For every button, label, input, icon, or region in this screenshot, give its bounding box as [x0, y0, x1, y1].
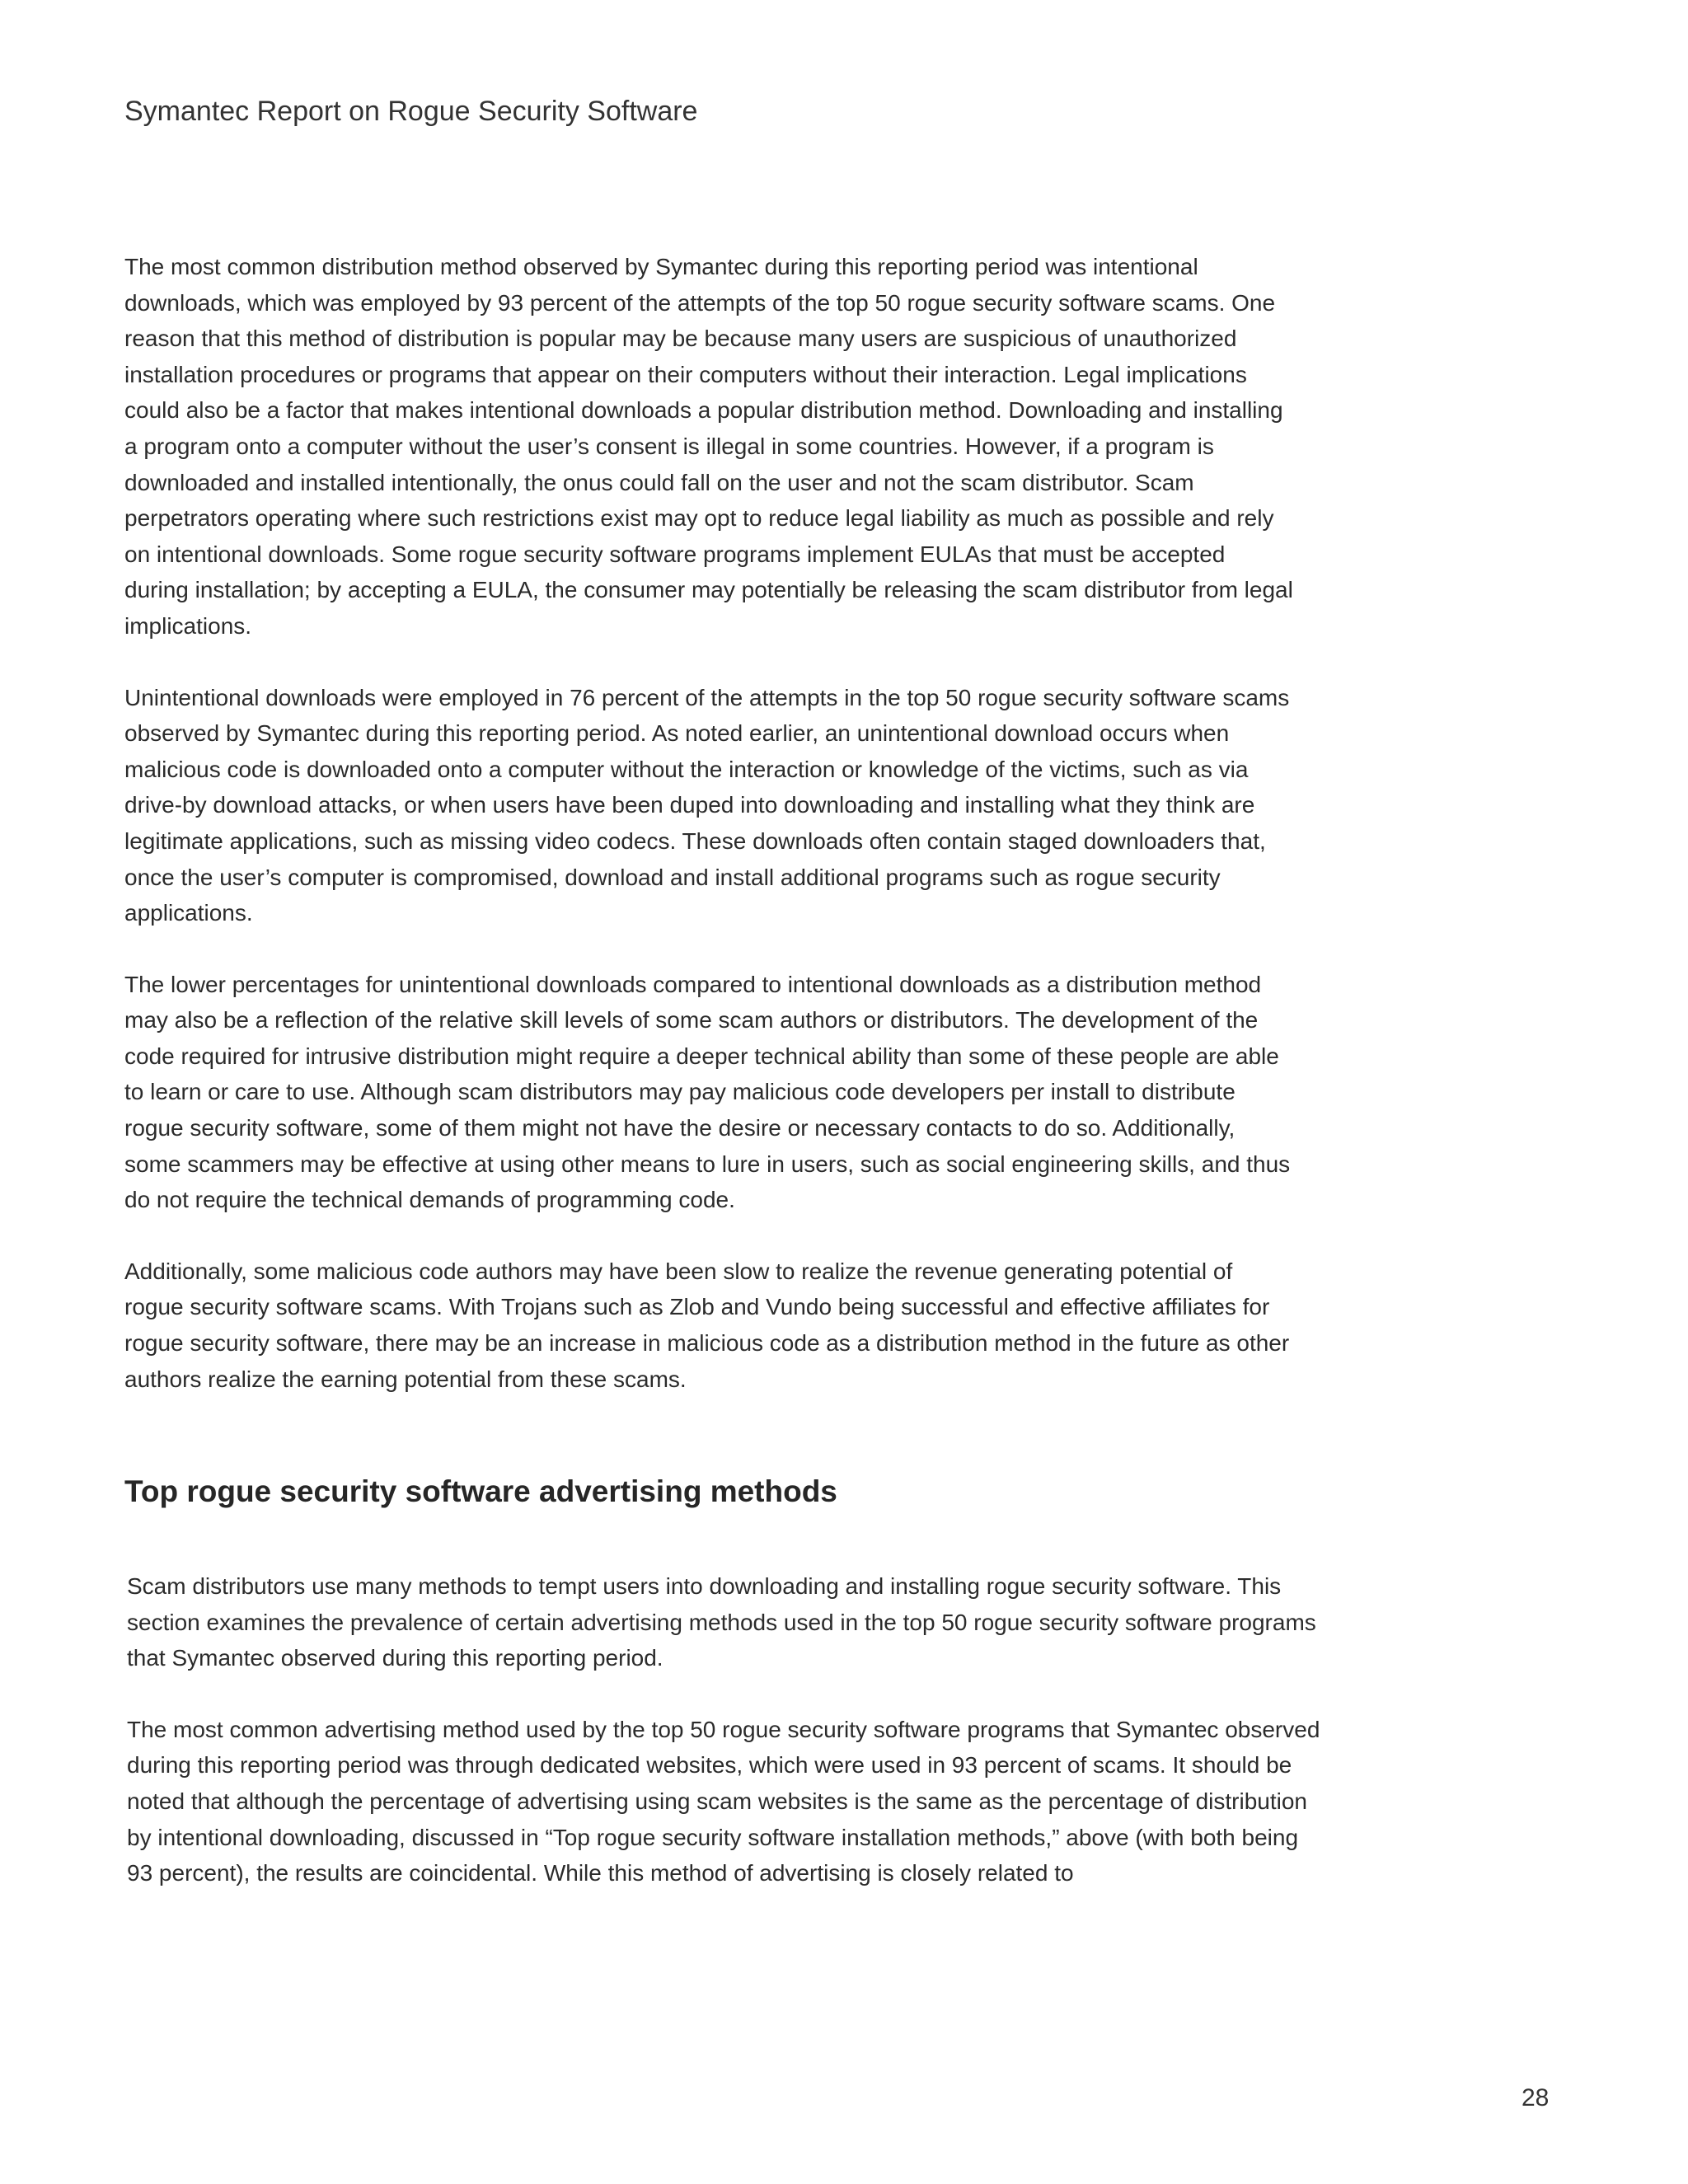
paragraph-advertising-intro: Scam distributors use many methods to tempt users into downloading and installing rogue security software. This section examines the prevalence of certain advertising methods used in the top 50 rogue security software programs that Symantec observed during this reporting period. [127, 1573, 1316, 1671]
paragraph-malicious-code-authors: Additionally, some malicious code authors may have been slow to realize the revenue generating potential of rogue security software scams. With Trojans such as Zlob and Vundo being successful and effective affiliates for rogue security software, there may be an increase in malicious code as a distribution method in the future as other authors realize the earning potential from these scams. [124, 1258, 1290, 1392]
paragraph-intentional-downloads: The most common distribution method observed by Symantec during this reporting period was intentional downloads, which was employed by 93 percent of the attempts of the top 50 rogue security software scams. One reason that this method of distribution is popular may be because many users are suspicious of unauthorized installation procedures or programs that appear on their computers without their interaction. Legal implications could also be a factor that makes intentional downloads a popular distribution method. Downloading and installing a program onto a computer without the user’s consent is illegal in some countries. However, if a program is downloaded and installed intentionally, the onus could fall on the user and not the scam distributor. Scam perpetrators operating where such restrictions exist may opt to reduce legal liability as much as possible and rely on intentional downloads. Some rogue security software programs implement EULAs that must be accepted during installation; by accepting a EULA, the consumer may potentially be releasing the scam distributor from legal implications. [124, 254, 1293, 639]
page-number: 28 [1522, 2084, 1550, 2111]
paragraph-skill-levels: The lower percentages for unintentional downloads compared to intentional downloads as a distribution method may also be a reflection of the relative skill levels of some scam authors or distributors. The development of the code required for intrusive distribution might require a deeper technical ability than some of these people are able to learn or care to use. Although scam distributors may pay malicious code developers per install to distribute rogue security software, some of them might not have the desire or necessary contacts to do so. Additionally, some scammers may be effective at using other means to lure in users, such as social engineering skills, and thus do not require the technical demands of programming code. [124, 971, 1291, 1213]
paragraph-unintentional-downloads: Unintentional downloads were employed in 76 percent of the attempts in the top 50 rogue security software scams observed by Symantec during this reporting period. As noted earlier, an unintentional download occurs when malicious code is downloaded onto a computer without the interaction or knowledge of the victims, such as via drive-by download attacks, or when users have been duped into downloading and installing what they think are legitimate applications, such as missing video codecs. These downloads often contain staged downloaders that, once the user’s computer is compromised, download and install additional programs such as rogue security applications. [124, 684, 1290, 926]
section-body [127, 1568, 1322, 1927]
paragraph-dedicated-websites: The most common advertising method used by the top 50 rogue security software programs that Symantec observed during this reporting period was through dedicated websites, which were used in 93 percent of scams. It should be noted that although the percentage of advertising using scam websites is the same as the percentage of distribution by intentional downloading, discussed in “Top rogue security software installation methods,” above (with both being 93 percent), the results are coincidental. While this method of advertising is closely related to [127, 1716, 1320, 1886]
section-heading: Top rogue security software advertising methods [124, 1474, 837, 1508]
running-header: Symantec Report on Rogue Security Software [124, 96, 698, 127]
body-text [124, 249, 1295, 1432]
